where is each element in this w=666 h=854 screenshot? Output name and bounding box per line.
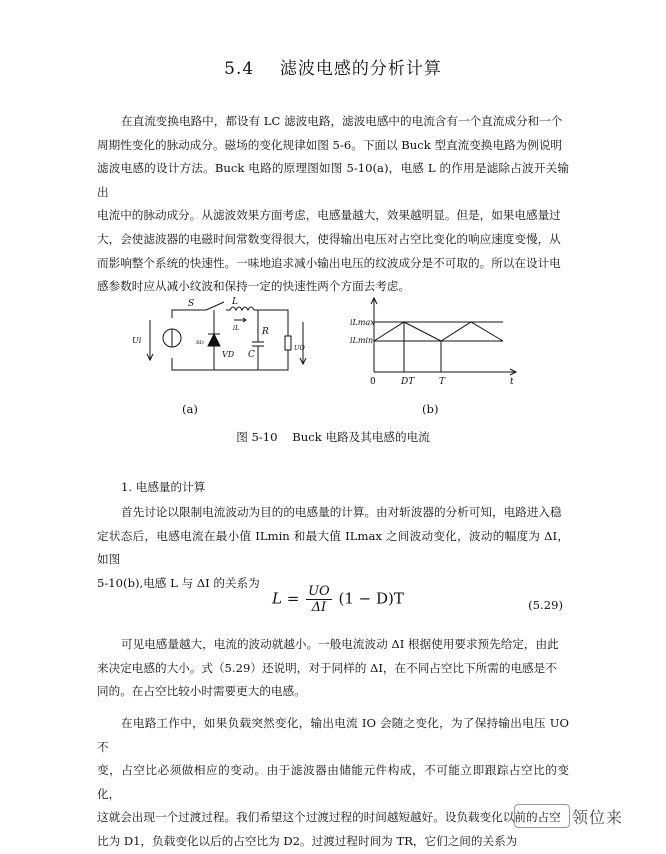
text-line: 大，会使滤波器的电磁时间常数变得很大，使得输出电压对占空比变化的响应速度变慢，从 — [97, 231, 561, 246]
input-voltage-label: Ui — [132, 336, 142, 345]
watermark-text: 领位来 — [572, 808, 624, 827]
equation-rest: (1 − D)T — [338, 589, 404, 608]
text-line: 电流中的脉动成分。从滤波效果方面考虑，电感量越大，效果越明显。但是，如果电感量过 — [97, 208, 561, 223]
inductor-current-waveform — [0, 0, 666, 420]
section-number: 5.4 — [224, 59, 255, 79]
equation-number: (5.29) — [528, 598, 563, 612]
text-line: 而影响整个系统的快速性。一味地追求减小输出电压的纹波成分是不可取的。所以在设计电 — [97, 255, 561, 270]
equation-numerator: UO — [308, 584, 330, 599]
text-line: 在直流变换电路中，都设有 LC 滤波电路，滤波电感中的电流含有一个直流成分和一个 — [121, 114, 563, 128]
equation-denominator: ΔI — [311, 600, 327, 615]
equation-fraction — [306, 584, 332, 615]
resistor-label: R — [262, 327, 269, 337]
inductor-current-label: iL — [233, 324, 240, 332]
figure-caption: 图 5-10 Buck 电路及其电感的电流 — [236, 430, 430, 444]
text-line: 同的。在占空比较小时需要更大的电感。 — [97, 684, 306, 699]
text-line: 滤波电感的设计方法。Buck 电路的原理图如图 5-10(a)，电感 L 的作用是滤除占波开关输出 — [97, 161, 569, 199]
section-title: 滤波电感的分析计算 — [279, 59, 442, 79]
text-line: 在电路工作中，如果负载突然变化，输出电流 IO 会随之变化，为了保持输出电压 UO 不 — [97, 716, 569, 754]
output-voltage-label: UO — [294, 344, 305, 352]
text-line: 5-10(b),电感 L 与 ΔI 的关系为 — [97, 575, 260, 590]
inductor-label: L — [232, 297, 238, 307]
imax-label: iLmax — [350, 318, 375, 327]
equation-lhs: L = — [272, 589, 300, 608]
text-line: 这就会出现一个过渡过程。我们希望这个过渡过程的时间越短越好。设负载变化以前的占空 — [97, 810, 561, 825]
subfigure-a-label: (a) — [182, 402, 198, 416]
imin-label: iLmin — [350, 336, 374, 345]
current-triangle-wave — [374, 322, 503, 341]
dt-label: DT — [401, 377, 415, 387]
text-line: 首先讨论以限制电流波动为目的的电感量的计算。由对斩波器的分析可知，电路进入稳 — [121, 505, 562, 519]
paragraph-3 — [97, 633, 569, 704]
text-line: 感参数时应从减小纹波和保持一定的快速性两个方面去考虑。 — [97, 279, 411, 294]
text-line: 定状态后，电感电流在最小值 ILmin 和最大值 ILmax 之间波动变化，波动的幅度为 ΔI，如图 — [97, 528, 569, 567]
paragraph-2 — [97, 501, 569, 595]
origin-label: 0 — [370, 377, 376, 387]
equation-body — [272, 584, 404, 615]
capacitor-label: C — [248, 350, 255, 360]
diode-note: RD — [196, 340, 204, 346]
subfigure-b-label: (b) — [422, 402, 439, 416]
watermark-logo-icon — [514, 804, 570, 828]
text-line: 变，占空比必须做相应的变动。由于滤波器由储能元件构成，不可能立即跟踪占空比的变化， — [97, 763, 569, 801]
switch-label: S — [188, 299, 195, 309]
text-line: 比为 D1，负载变化以后的占空比为 D2。过渡过程时间为 TR，它们之间的关系为 — [97, 833, 518, 848]
diode-label: VD — [222, 350, 235, 359]
text-line: 来决定电感的大小。式（5.29）还说明，对于同样的 ΔI，在不同占空比下所需的电感是不 — [97, 660, 557, 675]
text-line: 可见电感量越大，电流的波动就越小。一般电流波动 ΔI 根据使用要求预先给定，由此 — [121, 637, 559, 651]
paragraph-4 — [97, 712, 569, 854]
subsection-title: 1. 电感量的计算 — [121, 480, 206, 494]
text-line: 周期性变化的脉动成分。磁场的变化规律如图 5-6。下面以 Buck 型直流变换电路为例说明 — [97, 137, 563, 152]
equation-5-29 — [97, 584, 569, 628]
time-axis-label: t — [510, 377, 514, 387]
subsection-heading — [97, 476, 569, 500]
watermark — [514, 801, 656, 829]
t-label: T — [439, 377, 446, 387]
